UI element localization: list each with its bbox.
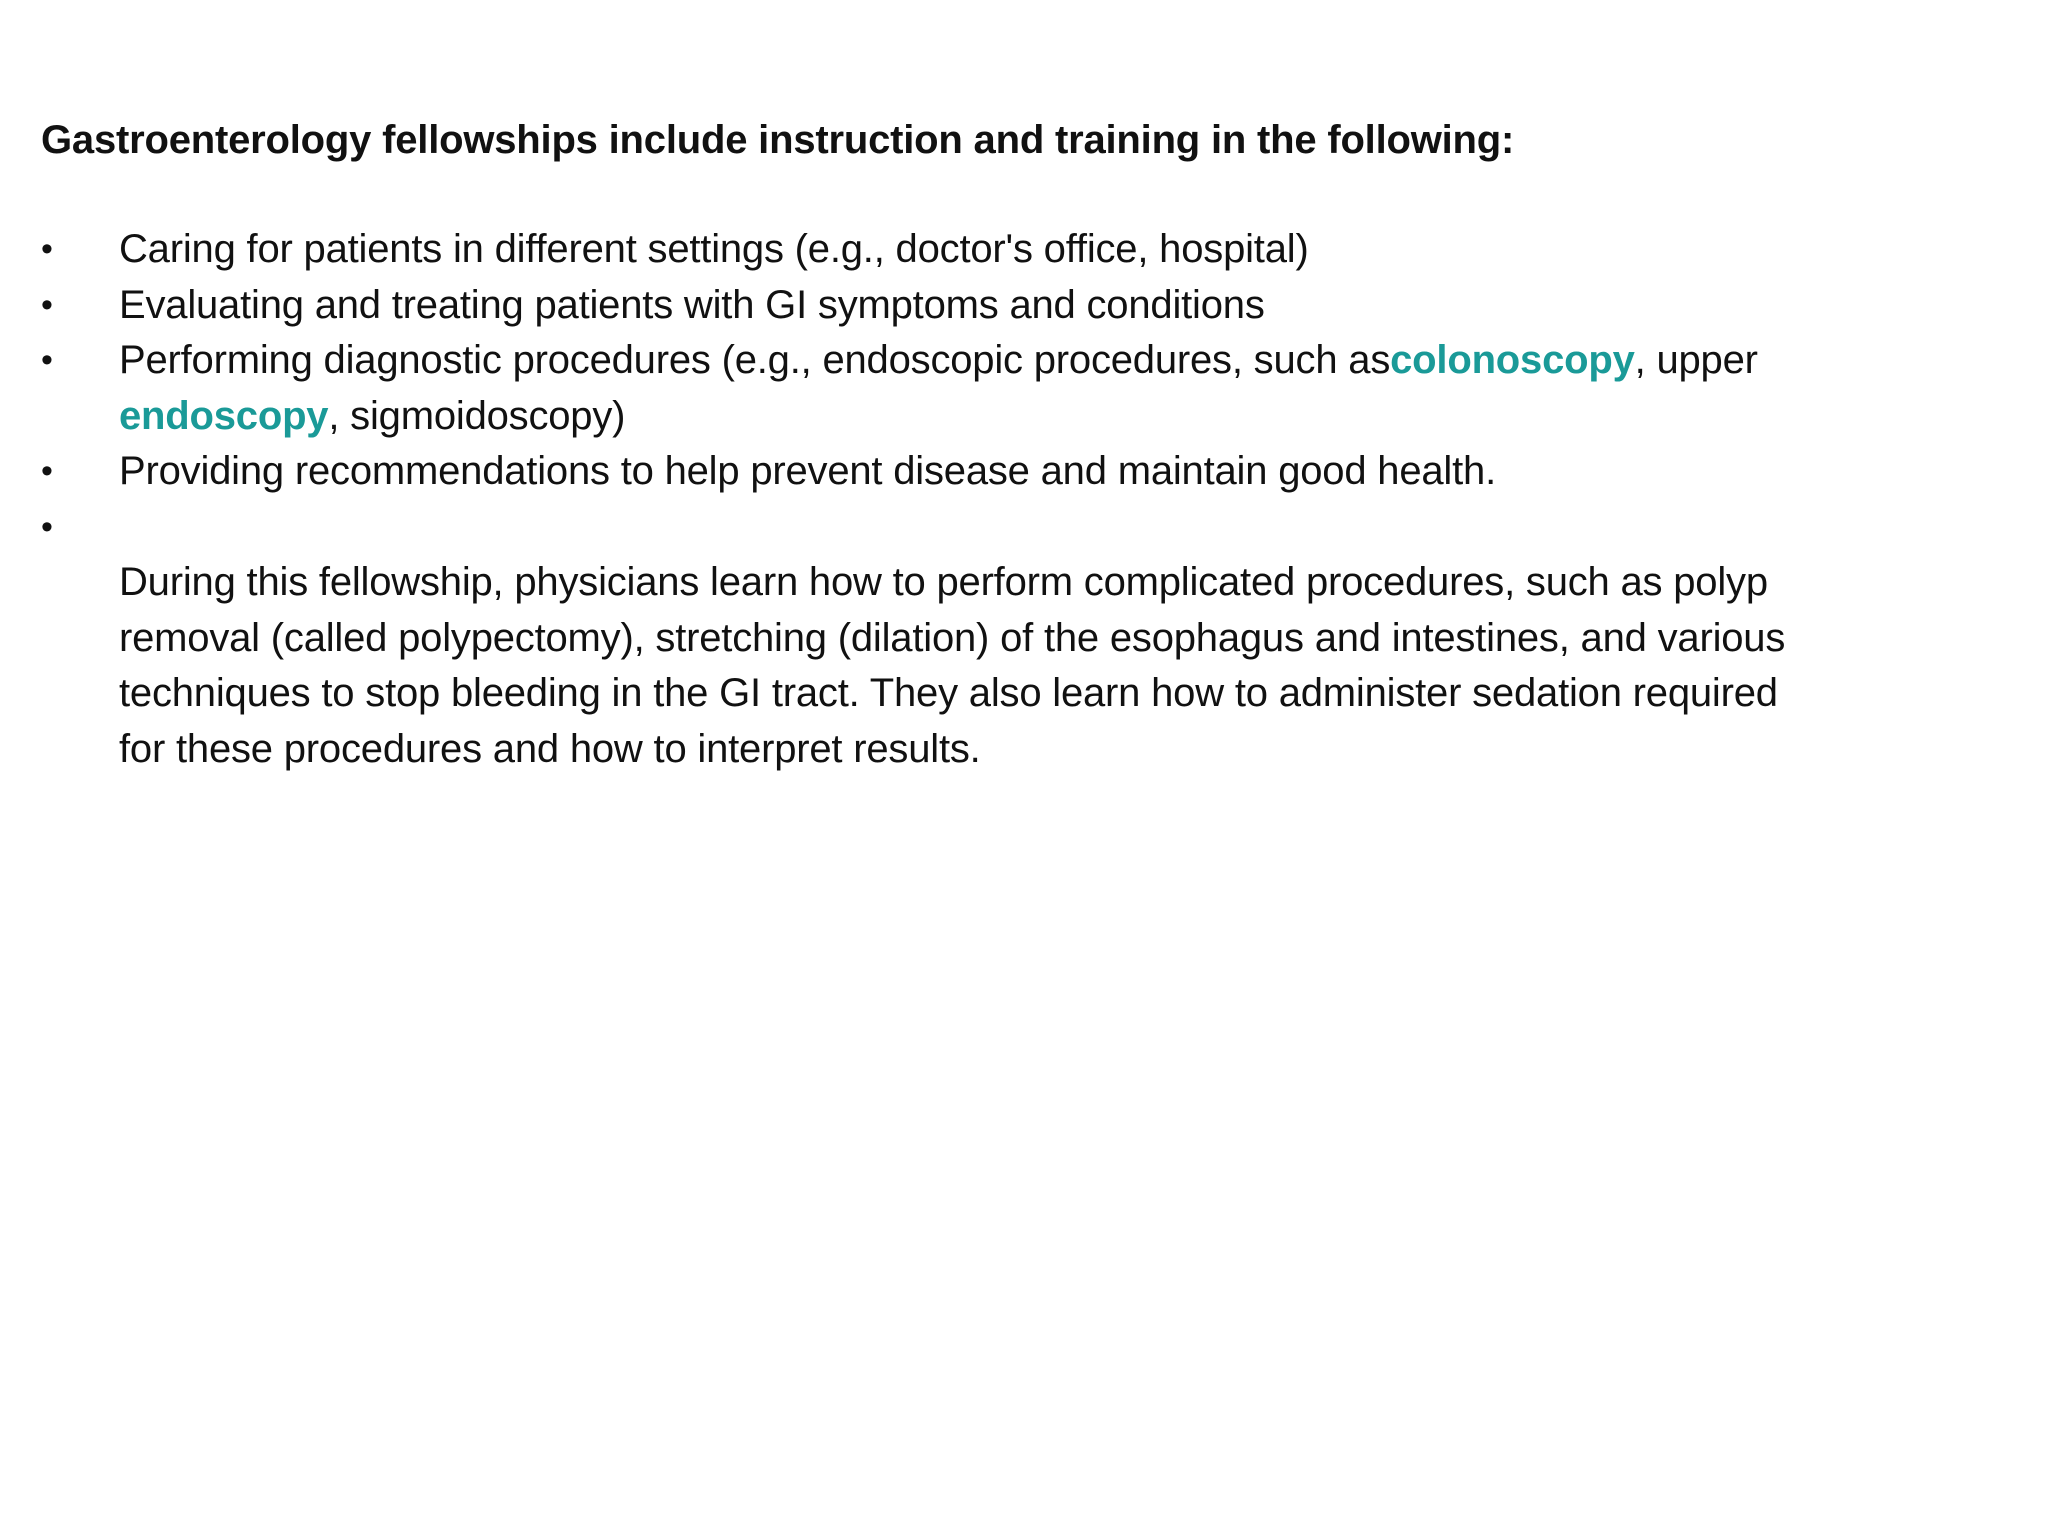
list-item-text	[119, 500, 1969, 556]
list-item-line	[119, 333, 1969, 389]
bullet-icon: •	[41, 341, 53, 379]
endoscopy-link[interactable]: endoscopy	[119, 393, 329, 438]
list-item-text: Providing recommendations to help prevent disease and maintain good health.	[119, 449, 1496, 493]
list-item-text: Evaluating and treating patients with GI symptoms and conditions	[119, 282, 1265, 327]
list-item-text-after: , sigmoidoscopy)	[328, 393, 626, 438]
list-item	[41, 333, 1991, 444]
training-list	[41, 222, 1991, 777]
paragraph-line: removal (called polypectomy), stretching (dilation) of the esophagus and intestines, and various	[119, 615, 1786, 660]
colonoscopy-link[interactable]: colonoscopy	[1390, 338, 1635, 382]
bullet-icon: •	[41, 452, 53, 490]
fellowship-paragraph	[41, 555, 1999, 777]
bullet-icon: •	[41, 285, 53, 324]
list-item-text: Caring for patients in different settings (e.g., doctor's office, hospital)	[119, 227, 1309, 271]
paragraph-line: During this fellowship, physicians learn how to perform complicated procedures, such as polyp	[119, 560, 1768, 604]
bullet-icon: •	[41, 507, 53, 546]
list-item	[41, 278, 1991, 334]
list-item-text-middle: , upper	[1634, 338, 1758, 382]
bullet-icon: •	[41, 230, 53, 268]
list-item-empty	[41, 500, 1991, 556]
list-item-line	[119, 389, 1969, 445]
list-item	[41, 444, 1991, 500]
paragraph-line: for these procedures and how to interpret results.	[119, 726, 981, 771]
list-item-text	[119, 333, 1969, 444]
list-item-text-before: Performing diagnostic procedures (e.g., endoscopic procedures, such as	[119, 338, 1391, 382]
list-item	[41, 222, 1991, 278]
document-heading: Gastroenterology fellowships include instruction and training in the following:	[41, 118, 1515, 162]
paragraph-line: techniques to stop bleeding in the GI tract. They also learn how to administer sedation required	[119, 671, 1778, 715]
